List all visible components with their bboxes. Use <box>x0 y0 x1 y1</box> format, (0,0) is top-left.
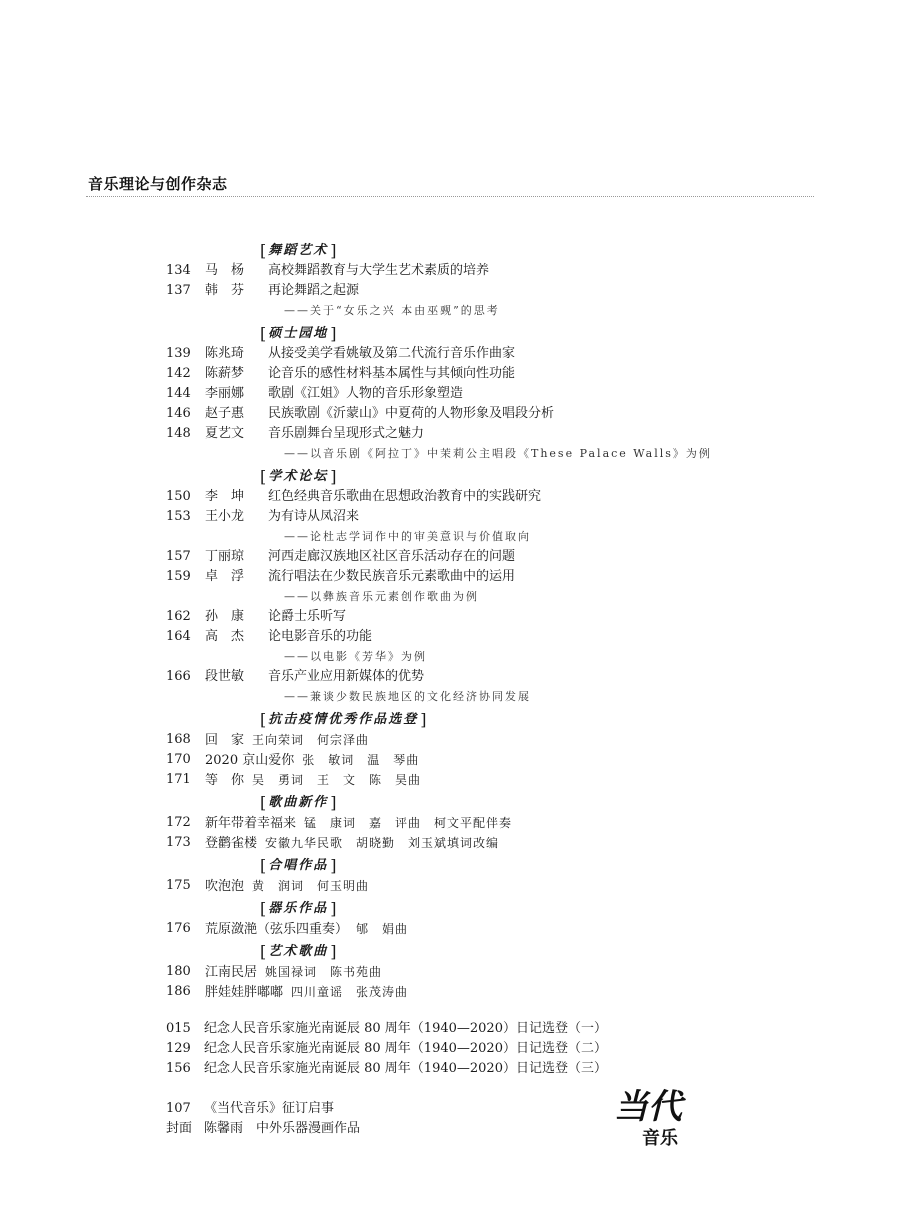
author-name: 段世敏 <box>205 669 245 684</box>
song-entry-text <box>205 770 421 791</box>
author-name: 李丽娜 <box>205 386 245 401</box>
page-number: 173 <box>166 835 191 850</box>
song-title: 回 家 <box>205 733 245 748</box>
author-name: 李 坤 <box>205 489 245 504</box>
section-heading <box>260 711 427 728</box>
bracket-right: ] <box>330 241 337 260</box>
page-number: 146 <box>166 406 191 421</box>
song-entry-text <box>205 730 369 751</box>
article-subtitle: ——以音乐剧《阿拉丁》中茉莉公主唱段《These Palace Walls》为例 <box>284 447 712 460</box>
section-label: 合唱作品 <box>268 858 329 873</box>
page-number: 168 <box>166 732 191 747</box>
bracket-left: [ <box>260 793 267 812</box>
author-name: 陈薪梦 <box>205 366 245 381</box>
author-name: 夏艺文 <box>205 426 245 441</box>
page-number: 159 <box>166 569 191 584</box>
author-name: 高 杰 <box>205 629 245 644</box>
diary-title: 纪念人民音乐家施光南诞辰 80 周年（1940—2020）日记选登（二） <box>204 1041 607 1056</box>
bracket-left: [ <box>260 710 267 729</box>
author-name: 韩 芬 <box>205 283 245 298</box>
song-title: 江南民居 <box>205 965 258 980</box>
song-entry-text <box>205 919 408 940</box>
page-number: 180 <box>166 964 191 979</box>
page-number: 148 <box>166 426 191 441</box>
page-number: 171 <box>166 772 191 787</box>
author-name: 王小龙 <box>205 509 245 524</box>
author-name: 陈兆琦 <box>205 346 245 361</box>
bracket-left: [ <box>260 899 267 918</box>
bracket-left: [ <box>260 324 267 343</box>
section-label: 抗击疫情优秀作品选登 <box>268 712 419 727</box>
song-credits: 四川童谣 张茂涛曲 <box>291 985 409 999</box>
page-number: 157 <box>166 549 191 564</box>
bracket-right: ] <box>330 942 337 961</box>
section-heading <box>260 857 337 874</box>
page-number: 150 <box>166 489 191 504</box>
bracket-right: ] <box>330 467 337 486</box>
bracket-left: [ <box>260 856 267 875</box>
song-credits: 姚国禄词 陈书苑曲 <box>265 965 383 979</box>
article-title: 论音乐的感性材料基本属性与其倾向性功能 <box>268 366 516 381</box>
bracket-right: ] <box>420 710 427 729</box>
song-title: 胖娃娃胖嘟嘟 <box>205 985 284 1000</box>
page-number: 156 <box>166 1061 191 1076</box>
page-number: 144 <box>166 386 191 401</box>
song-credits: 锰 康词 嘉 评曲 柯文平配伴奏 <box>304 816 513 830</box>
bracket-right: ] <box>330 793 337 812</box>
notice-title: 《当代音乐》征订启事 <box>204 1101 335 1116</box>
page-number: 153 <box>166 509 191 524</box>
diary-entry <box>166 1039 607 1059</box>
section-heading <box>260 794 337 811</box>
page-number: 186 <box>166 984 191 999</box>
page-number: 176 <box>166 921 191 936</box>
article-title: 再论舞蹈之起源 <box>268 283 360 298</box>
diary-title: 纪念人民音乐家施光南诞辰 80 周年（1940—2020）日记选登（三） <box>204 1061 607 1076</box>
song-credits: 吴 勇词 王 文 陈 昊曲 <box>252 773 422 787</box>
section-heading <box>260 325 337 342</box>
page-number: 164 <box>166 629 191 644</box>
article-subtitle: ——以彝族音乐元素创作歌曲为例 <box>284 590 479 603</box>
notice-entry <box>166 1119 360 1139</box>
page-number: 107 <box>166 1101 191 1116</box>
article-title: 河西走廊汉族地区社区音乐活动存在的问题 <box>268 549 516 564</box>
bracket-right: ] <box>330 324 337 343</box>
song-credits: 黄 润词 何玉明曲 <box>252 879 370 893</box>
section-heading <box>260 468 337 485</box>
article-title: 高校舞蹈教育与大学生艺术素质的培养 <box>268 263 490 278</box>
page-number: 142 <box>166 366 191 381</box>
article-title: 论爵士乐听写 <box>268 609 347 624</box>
page-number: 134 <box>166 263 191 278</box>
section-label: 舞蹈艺术 <box>268 243 329 258</box>
song-entry-text <box>205 750 419 771</box>
song-title: 2020 京山爱你 <box>205 753 295 768</box>
bracket-right: ] <box>330 899 337 918</box>
article-title: 音乐产业应用新媒体的优势 <box>268 669 425 684</box>
diary-entry <box>166 1059 607 1079</box>
section-label: 器乐作品 <box>268 901 329 916</box>
journal-title: 音乐理论与创作杂志 <box>88 175 228 193</box>
page-number: 137 <box>166 283 191 298</box>
song-title: 登鹳雀楼 <box>205 836 258 851</box>
song-entry-text <box>205 833 499 854</box>
article-title: 红色经典音乐歌曲在思想政治教育中的实践研究 <box>268 489 542 504</box>
page-number: 172 <box>166 815 191 830</box>
article-subtitle: ——关于“女乐之兴 本由巫觋”的思考 <box>284 304 500 317</box>
page-number: 175 <box>166 878 191 893</box>
diary-title: 纪念人民音乐家施光南诞辰 80 周年（1940—2020）日记选登（一） <box>204 1021 607 1036</box>
song-entry-text <box>205 962 382 983</box>
page-number: 139 <box>166 346 191 361</box>
page-number: 129 <box>166 1041 191 1056</box>
section-heading <box>260 242 337 259</box>
page-number: 封面 <box>166 1121 193 1136</box>
article-subtitle: ——以电影《芳华》为例 <box>284 650 427 663</box>
section-heading <box>260 900 337 917</box>
song-credits: 郇 娟曲 <box>356 922 409 936</box>
bracket-right: ] <box>330 856 337 875</box>
song-entry-text <box>205 813 512 834</box>
song-title: 吹泡泡 <box>205 879 245 894</box>
song-entry-text <box>205 982 408 1003</box>
page-number: 015 <box>166 1021 191 1036</box>
section-label: 艺术歌曲 <box>268 944 329 959</box>
bracket-left: [ <box>260 241 267 260</box>
song-entry-text <box>205 876 369 897</box>
section-heading <box>260 943 337 960</box>
diary-entry <box>166 1019 607 1039</box>
section-label: 硕士园地 <box>268 326 329 341</box>
page-number: 170 <box>166 752 191 767</box>
article-subtitle: ——兼谈少数民族地区的文化经济协同发展 <box>284 690 531 703</box>
author-name: 卓 浮 <box>205 569 245 584</box>
bracket-left: [ <box>260 942 267 961</box>
song-credits: 张 敏词 温 琴曲 <box>302 753 420 767</box>
article-title: 论电影音乐的功能 <box>268 629 373 644</box>
notice-entry <box>166 1099 334 1119</box>
logo-mark <box>612 1086 696 1150</box>
logo-line2: 音乐 <box>642 1128 678 1149</box>
song-title: 等 你 <box>205 773 245 788</box>
article-title: 民族歌剧《沂蒙山》中夏荷的人物形象及唱段分析 <box>268 406 555 421</box>
article-title: 歌剧《江姐》人物的音乐形象塑造 <box>268 386 464 401</box>
article-title: 从接受美学看姚敏及第二代流行音乐作曲家 <box>268 346 516 361</box>
article-title: 音乐剧舞台呈现形式之魅力 <box>268 426 425 441</box>
author-name: 马 杨 <box>205 263 245 278</box>
song-title: 新年带着幸福来 <box>205 816 297 831</box>
song-credits: 王向荣词 何宗泽曲 <box>252 733 370 747</box>
section-label: 学术论坛 <box>268 469 329 484</box>
journal-logo <box>612 1086 696 1150</box>
page-number: 166 <box>166 669 191 684</box>
article-title: 为有诗从凤沼来 <box>268 509 360 524</box>
page-number: 162 <box>166 609 191 624</box>
song-title: 荒原潋滟（弦乐四重奏） <box>205 922 349 937</box>
notice-title: 陈馨雨 中外乐器漫画作品 <box>204 1121 361 1136</box>
article-subtitle: ——论杜志学词作中的审美意识与价值取向 <box>284 530 531 543</box>
logo-line1: 当代 <box>614 1087 682 1127</box>
author-name: 丁丽琼 <box>205 549 245 564</box>
song-credits: 安徽九华民歌 胡晓勤 刘玉斌填词改编 <box>265 836 500 850</box>
section-label: 歌曲新作 <box>268 795 329 810</box>
bracket-left: [ <box>260 467 267 486</box>
article-title: 流行唱法在少数民族音乐元素歌曲中的运用 <box>268 569 516 584</box>
author-name: 赵子惠 <box>205 406 245 421</box>
author-name: 孙 康 <box>205 609 245 624</box>
